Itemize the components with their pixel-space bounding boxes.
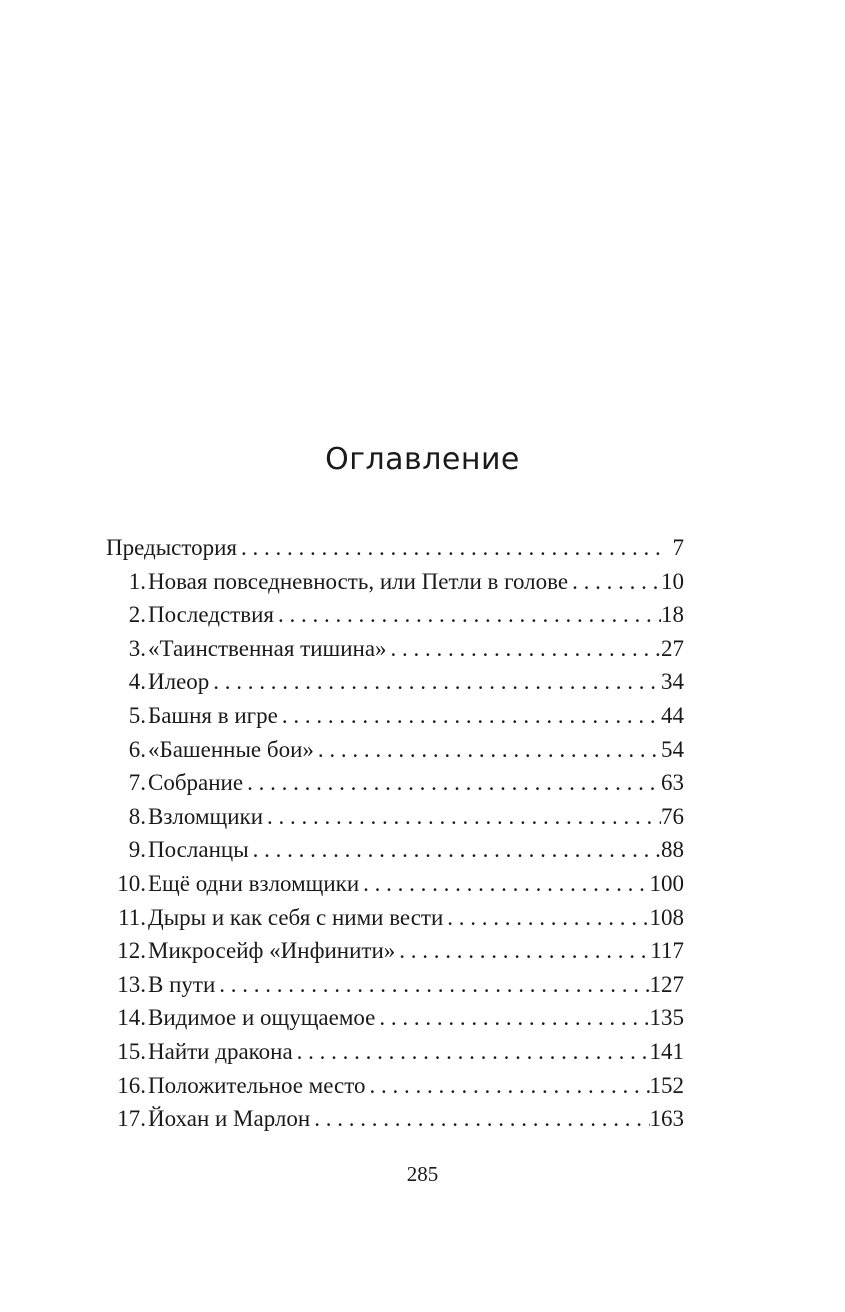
toc-entry <box>106 531 684 565</box>
toc-entry-page: 117 <box>650 938 684 964</box>
page-number: 285 <box>406 1162 439 1186</box>
toc-leader-dots <box>297 1035 650 1069</box>
toc-entry-number: 9. <box>128 837 146 863</box>
toc-entry <box>106 1001 684 1035</box>
toc-entry <box>106 665 684 699</box>
toc-entry-page: 152 <box>649 1072 684 1098</box>
toc-entry-page: 127 <box>649 971 684 997</box>
toc-entry-page: 163 <box>649 1106 684 1132</box>
toc-entry-title: Йохан и Марлон <box>148 1106 311 1132</box>
toc-leader-dots <box>282 699 661 733</box>
toc-leader-dots <box>267 800 661 834</box>
toc-entry-title: Предыстория <box>106 535 238 560</box>
toc-entry-title: Илеор <box>148 669 210 695</box>
toc-entry <box>106 901 684 935</box>
toc-entry-page: 76 <box>661 803 684 829</box>
toc-entry-title: Посланцы <box>148 837 249 863</box>
toc-leader-dots <box>363 867 649 901</box>
toc-entry <box>106 598 684 632</box>
toc-leader-dots <box>247 766 661 800</box>
toc-entry-title: Видимое и ощущаемое <box>148 1005 376 1031</box>
toc-entry-title: Башня в игре <box>148 702 278 728</box>
toc-entry-page: 27 <box>661 635 684 661</box>
toc-entry-title: Новая повседневность, или Петли в голове <box>148 568 569 594</box>
toc-entry-title: Ещё одни взломщики <box>148 870 360 896</box>
toc-entry-number: 2. <box>128 602 146 628</box>
toc-entry-page: 54 <box>661 736 684 762</box>
toc-entry-number: 6. <box>128 736 146 762</box>
toc-entry-title: «Башенные бои» <box>148 736 314 762</box>
toc-entry-number: 3. <box>128 635 146 661</box>
toc-leader-dots <box>369 1069 649 1103</box>
toc-entry-number: 5. <box>128 702 146 728</box>
toc-list <box>106 531 684 1136</box>
toc-entry-title: Положительное место <box>148 1072 366 1098</box>
toc-entry <box>106 968 684 1002</box>
toc-entry-number: 13. <box>117 971 146 997</box>
toc-entry-number: 12. <box>117 938 146 964</box>
toc-entry-page: 7 <box>672 535 684 560</box>
toc-leader-dots <box>241 531 666 565</box>
toc-entry-number: 8. <box>128 803 146 829</box>
toc-leader-dots <box>318 733 661 767</box>
toc-entry-title: Микросейф «Инфинити» <box>148 938 396 964</box>
toc-leader-dots <box>253 833 661 867</box>
toc-entry <box>106 800 684 834</box>
toc-entry-page: 34 <box>661 669 684 695</box>
toc-entry-page: 63 <box>661 770 684 796</box>
toc-entry <box>106 632 684 666</box>
toc-leader-dots <box>278 598 661 632</box>
toc-entry-number: 7. <box>128 770 146 796</box>
toc-entry-page: 100 <box>649 870 684 896</box>
toc-entry <box>106 733 684 767</box>
toc-entry-page: 18 <box>661 602 684 628</box>
toc-entry <box>106 699 684 733</box>
toc-title: Оглавление <box>325 442 520 477</box>
toc-entry-number: 1. <box>128 568 146 594</box>
toc-entry-title: «Таинственная тишина» <box>148 635 387 661</box>
toc-leader-dots <box>379 1001 649 1035</box>
toc-leader-dots <box>399 934 650 968</box>
toc-entry-title: Дыры и как себя с ними вести <box>148 904 444 930</box>
toc-entry <box>106 766 684 800</box>
toc-leader-dots <box>213 665 661 699</box>
toc-entry-title: Последствия <box>148 602 274 628</box>
toc-entry <box>106 867 684 901</box>
toc-entry-number: 11. <box>118 904 146 930</box>
toc-entry-number: 10. <box>117 870 146 896</box>
toc-entry-number: 17. <box>117 1106 146 1132</box>
toc-entry-page: 10 <box>661 568 684 594</box>
toc-entry <box>106 833 684 867</box>
toc-entry-number: 16. <box>117 1072 146 1098</box>
toc-leader-dots <box>219 968 649 1002</box>
toc-entry <box>106 1069 684 1103</box>
toc-entry-page: 44 <box>661 702 684 728</box>
toc-leader-dots <box>447 901 649 935</box>
toc-entry-title: Взломщики <box>148 803 264 829</box>
toc-entry-number: 4. <box>128 669 146 695</box>
toc-entry <box>106 934 684 968</box>
toc-entry-title: В пути <box>148 971 216 997</box>
toc-entry <box>106 565 684 599</box>
toc-leader-dots <box>391 632 661 666</box>
toc-entry <box>106 1102 684 1136</box>
toc-entry-number: 15. <box>117 1038 146 1064</box>
toc-entry-title: Найти дракона <box>148 1038 293 1064</box>
toc-leader-dots <box>314 1102 649 1136</box>
toc-entry-title: Собрание <box>148 770 244 796</box>
toc-entry <box>106 1035 684 1069</box>
toc-entry-page: 135 <box>649 1005 684 1031</box>
toc-entry-page: 141 <box>649 1038 684 1064</box>
toc-entry-number: 14. <box>117 1005 146 1031</box>
toc-entry-page: 108 <box>649 904 684 930</box>
toc-leader-dots <box>572 565 661 599</box>
toc-entry-page: 88 <box>661 837 684 863</box>
